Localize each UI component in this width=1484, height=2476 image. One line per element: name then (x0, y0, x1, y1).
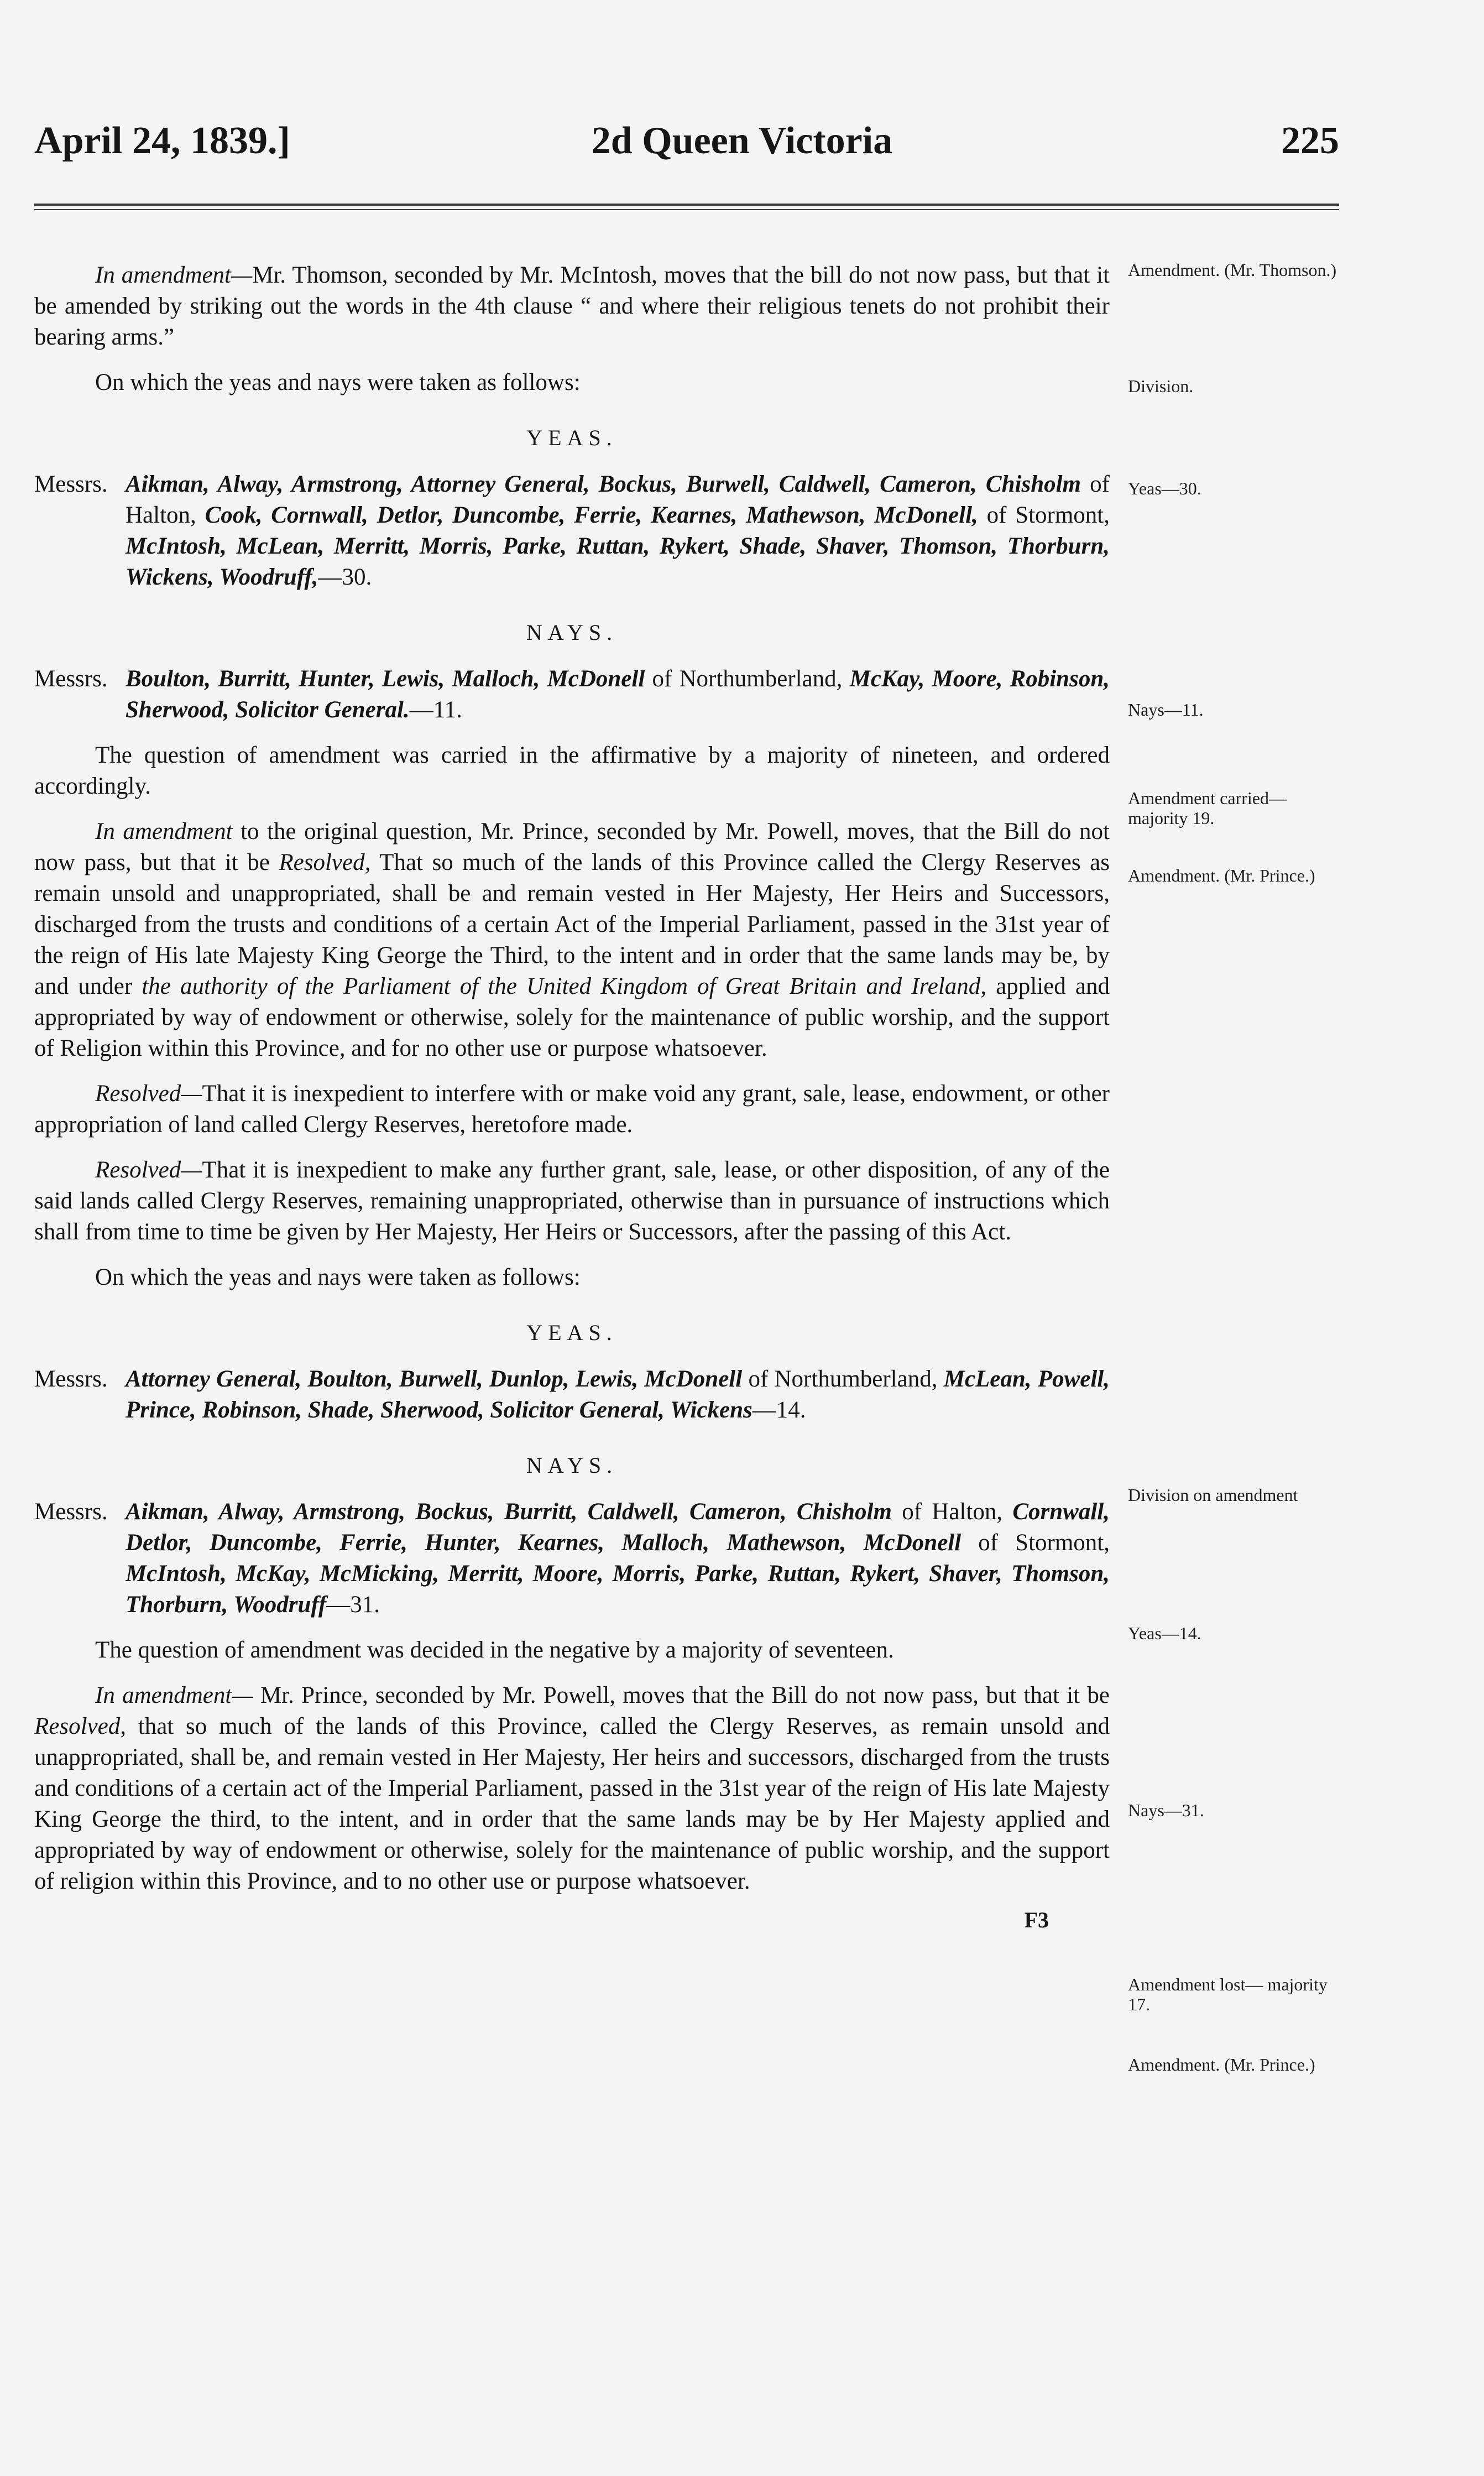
vote-prefix: Messrs. (34, 1366, 108, 1392)
heading-yeas-2: YEAS. (526, 1320, 618, 1345)
member-name: Armstrong, (291, 471, 411, 497)
paragraph-prince-amendment-2 (34, 1680, 1110, 1897)
paragraph-text-c: applied and appropriated by way of endowment or otherwise, solely for the maintenance of public worship, and the support of Religion within this Province, and for no other use or purpose whatsoever. (34, 973, 1110, 1061)
member-name: Sherwood, (126, 697, 236, 723)
member-name: Shaver, (816, 533, 900, 559)
paragraph-text: That it is inexpedient to make any further grant, sale, lease, or other disposition, of any of the said lands called Clergy Reserves, remaining unappropriated, otherwise than in pursuance of instructions which shall from time to time be given by Her Majesty, Her Heirs or Successors, after the passing of this Act. (34, 1157, 1110, 1245)
vote-text: —30. (318, 564, 372, 590)
member-name: McKay, (235, 1561, 320, 1587)
paragraph-text-b: That so much of the lands of this Province called the Clergy Reserves as remain unsold and unappropriated, shall be and remain vested in Her Majesty, Her Heirs and Successors, discharged from the trusts and conditions of a certain Act of the Imperial Parliament, passed in the 31st year of the reign of His late Majesty King George the Third, to the intent and in order that the same lands may be, by and under (34, 849, 1110, 999)
member-name: Detlor, (126, 1530, 210, 1556)
margin-note: Amendment. (Mr. Thomson.) (1128, 260, 1337, 280)
paragraph-text: Mr. Thomson, seconded by Mr. McIntosh, moves that the bill do not now pass, but that it be amended by striking out the words in the 4th clause “ and where their religious tenets do not prohibit their bearing arms.” (34, 262, 1110, 350)
member-name: Ferrie, (574, 502, 651, 528)
heading-yeas: YEAS. (526, 425, 618, 450)
member-name: Morris, (612, 1561, 695, 1587)
margin-note: Amendment lost— majority 17. (1128, 1974, 1328, 2014)
paragraph-lead: In amendment— (95, 262, 253, 288)
member-name: Attorney General, (126, 1366, 308, 1392)
member-name: Rykert, (659, 533, 740, 559)
vote-text: of Stormont, (978, 1530, 1110, 1556)
member-name: McDonell, (874, 502, 987, 528)
margin-note: Amendment. (Mr. Prince.) (1128, 2055, 1315, 2074)
member-name: McIntosh, (126, 1561, 236, 1587)
member-name: McDonell (863, 1530, 979, 1556)
member-name: Caldwell, (778, 471, 880, 497)
member-name: Dunlop, (489, 1366, 576, 1392)
header-date: April 24, 1839.] (34, 119, 290, 162)
member-name: Malloch, (452, 666, 547, 692)
margin-note: Amendment. (Mr. Prince.) (1128, 866, 1315, 885)
member-name: Parke, (694, 1561, 768, 1587)
member-name: Mathewson, (727, 1530, 864, 1556)
paragraph-authority: the authority of the Parliament of the United Kingdom of Great Britain and Ireland, (142, 973, 987, 999)
vote-prefix: Messrs. (34, 471, 108, 497)
member-name: Ruttan, (576, 533, 660, 559)
heading-nays-2: NAYS. (526, 1453, 618, 1478)
member-name: Cameron, (880, 471, 986, 497)
paragraph-lead: Resolved— (95, 1081, 202, 1107)
vote-list-nays (34, 664, 1110, 726)
member-name: Thomson, (1011, 1561, 1110, 1587)
vote-list-yeas (34, 469, 1110, 593)
vote-names (126, 666, 1110, 723)
member-name: McLean, (943, 1366, 1038, 1392)
margin-note: Nays—11. (1128, 700, 1204, 720)
member-name: Powell, (1037, 1366, 1110, 1392)
member-name: Lewis, (382, 666, 452, 692)
member-name: Cameron, (689, 1499, 797, 1525)
member-name: Hunter, (425, 1530, 518, 1556)
paragraph-lead: In amendment (95, 819, 233, 845)
member-name: McDonell (547, 666, 652, 692)
member-name: Aikman, (126, 471, 218, 497)
member-name: Solicitor General, (490, 1397, 670, 1423)
member-name: Wickens, (126, 564, 220, 590)
member-name: Cook, (205, 502, 271, 528)
member-name: Alway, (218, 1499, 294, 1525)
header-rule-bottom (34, 209, 1339, 210)
paragraph-division-intro-2: On which the yeas and nays were taken as follows: (95, 1264, 581, 1290)
vote-list-yeas-2 (34, 1364, 1110, 1426)
paragraph-resolved-2 (34, 1155, 1110, 1248)
paragraph-amendment-lost: The question of amendment was decided in the negative by a majority of seventeen. (95, 1637, 894, 1663)
header-rule-top (34, 204, 1339, 206)
vote-prefix: Messrs. (34, 1499, 108, 1525)
paragraph-resolved: Resolved, (279, 849, 371, 875)
paragraph-lead: Resolved— (95, 1157, 202, 1183)
member-name: Prince, (126, 1397, 202, 1423)
member-name: Woodruff, (219, 564, 318, 590)
member-name: Moore, (532, 1561, 613, 1587)
member-name: Kearnes, (650, 502, 746, 528)
paragraph-text-b: that so much of the lands of this Province, called the Clergy Reserves, as remain unsold and unappropriated, shall be, and remain vested in Her Majesty, Her heirs and successors, discharged from the trusts and conditions of a certain act of the Imperial Parliament, passed in the 31st year of the reign of His late Majesty King George the third, to the intent, and in order that the same lands may be by Her Majesty applied and appropriated by way of endowment or otherwise, solely for the maintenance of public worship, and the support of religion within this Province, and to no other use or purpose whatsoever. (34, 1713, 1110, 1894)
member-name: Thorburn, (1007, 533, 1110, 559)
vote-names (126, 1366, 1110, 1423)
vote-text: of Halton, (126, 471, 1110, 528)
member-name: Woodruff (233, 1592, 327, 1618)
member-name: Parke, (503, 533, 577, 559)
member-name: Ruttan, (767, 1561, 850, 1587)
header-title: 2d Queen Victoria (591, 119, 893, 162)
member-name: Boulton, (126, 666, 218, 692)
margin-note: Division on amendment (1128, 1485, 1298, 1505)
member-name: Chisholm (985, 471, 1090, 497)
paragraph-resolved-1 (34, 1078, 1110, 1140)
heading-nays: NAYS. (526, 620, 618, 645)
member-name: Aikman, (126, 1499, 219, 1525)
member-name: McMicking, (319, 1561, 448, 1587)
member-name: Sherwood, (380, 1397, 490, 1423)
vote-text: of Halton, (902, 1499, 1013, 1525)
member-name: Malloch, (621, 1530, 727, 1556)
paragraph-division-intro: On which the yeas and nays were taken as follows: (95, 369, 581, 395)
vote-names (126, 1499, 1110, 1618)
main-text (34, 260, 1110, 1936)
member-name: Burritt, (504, 1499, 588, 1525)
vote-prefix: Messrs. (34, 666, 108, 692)
member-name: Bockus, (415, 1499, 504, 1525)
margin-note: Amendment carried— majority 19. (1128, 788, 1287, 828)
member-name: Boulton, (307, 1366, 399, 1392)
member-name: Robinson, (202, 1397, 308, 1423)
member-name: Solicitor General. (235, 697, 410, 723)
member-name: McDonell (644, 1366, 749, 1392)
member-name: McKay, (849, 666, 932, 692)
signature-mark: F3 (1024, 1907, 1049, 1932)
paragraph-thomson-amendment (34, 260, 1110, 353)
member-name: Cornwall, (1012, 1499, 1110, 1525)
member-name: Shade, (307, 1397, 381, 1423)
member-name: Chisholm (796, 1499, 902, 1525)
member-name: Burritt, (218, 666, 299, 692)
member-name: Morris, (419, 533, 503, 559)
vote-list-nays-2 (34, 1497, 1110, 1620)
member-name: McIntosh, (126, 533, 237, 559)
vote-text: —14. (752, 1397, 806, 1423)
margin-note: Yeas—30. (1128, 478, 1201, 498)
paragraph-text: That it is inexpedient to interfere with or make void any grant, sale, lease, endowment, or other appropriation of land called Clergy Reserves, heretofore made. (34, 1081, 1110, 1138)
member-name: Kearnes, (518, 1530, 622, 1556)
member-name: Thorburn, (126, 1592, 234, 1618)
member-name: Duncombe, (452, 502, 574, 528)
member-name: Duncombe, (209, 1530, 340, 1556)
member-name: Robinson, (1010, 666, 1110, 692)
vote-text: of Northumberland, (748, 1366, 944, 1392)
member-name: Burwell, (686, 471, 779, 497)
header-page-number: 225 (1281, 119, 1339, 162)
member-name: Merritt, (333, 533, 420, 559)
paragraph-prince-amendment (34, 816, 1110, 1064)
member-name: Wickens (670, 1397, 753, 1423)
paragraph-text-a: to the original question, Mr. Prince, seconded by Mr. Powell, moves, that the Bill do not now pass, but that it be (34, 819, 1110, 875)
vote-names (126, 471, 1110, 590)
member-name: Shaver, (929, 1561, 1011, 1587)
vote-text: of Northumberland, (652, 666, 850, 692)
vote-text: of Stormont, (986, 502, 1110, 528)
member-name: Cornwall, (271, 502, 377, 528)
margin-note: Yeas—14. (1128, 1623, 1201, 1643)
member-name: Detlor, (377, 502, 453, 528)
member-name: Shade, (739, 533, 816, 559)
member-name: Rykert, (850, 1561, 929, 1587)
member-name: Mathewson, (746, 502, 875, 528)
paragraph-lead: In amendment— (95, 1682, 253, 1708)
margin-note: Nays—31. (1128, 1800, 1204, 1820)
member-name: McLean, (236, 533, 334, 559)
paragraph-text-a: Mr. Prince, seconded by Mr. Powell, moves that the Bill do not now pass, but that it be (253, 1682, 1110, 1708)
member-name: Ferrie, (339, 1530, 425, 1556)
member-name: Merritt, (448, 1561, 533, 1587)
member-name: Thomson, (899, 533, 1007, 559)
margin-note: Division. (1128, 376, 1194, 396)
member-name: Caldwell, (587, 1499, 689, 1525)
paragraph-resolved: Resolved, (34, 1713, 126, 1739)
member-name: Bockus, (598, 471, 687, 497)
member-name: Alway, (217, 471, 291, 497)
vote-text: —31. (326, 1592, 380, 1618)
member-name: Burwell, (399, 1366, 489, 1392)
member-name: Moore, (932, 666, 1010, 692)
member-name: Hunter, (299, 666, 382, 692)
vote-text: —11. (409, 697, 462, 723)
member-name: Lewis, (575, 1366, 645, 1392)
paragraph-amendment-carried: The question of amendment was carried in the affirmative by a majority of nineteen, and ordered accordingly. (34, 742, 1110, 799)
member-name: Armstrong, (294, 1499, 416, 1525)
member-name: Attorney General, (411, 471, 599, 497)
